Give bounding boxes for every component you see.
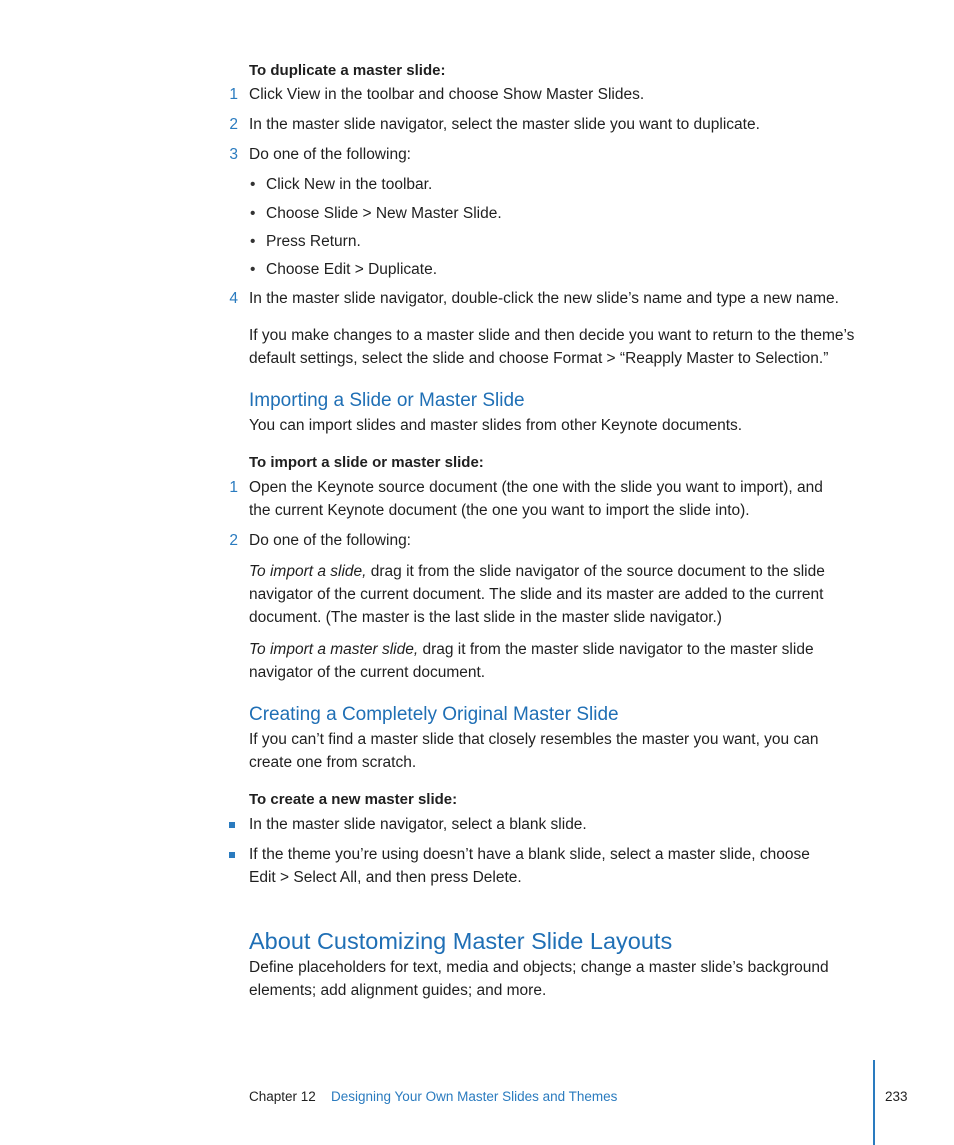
option-paragraph [249, 560, 825, 583]
option-text: document. (The master is the last slide in the master slide navigator.) [249, 609, 722, 626]
step-text: Do one of the following: [249, 146, 411, 163]
bullet-item: Click New in the toolbar. [266, 176, 433, 193]
option-text: navigator of the current document. [249, 664, 486, 681]
section-intro: Define placeholders for text, media and objects; change a master slide’s background [249, 959, 829, 976]
step-number: 4 [229, 290, 238, 307]
section-title-creating: Creating a Completely Original Master Slide [249, 704, 619, 725]
list-item: In the master slide navigator, select a blank slide. [249, 816, 587, 833]
section-intro: If you can’t find a master slide that closely resembles the master you want, you can [249, 731, 819, 748]
option-paragraph [249, 638, 814, 661]
list-item: Edit > Select All, and then press Delete. [249, 869, 522, 886]
bullet-marker: • [250, 233, 256, 250]
section-title-importing: Importing a Slide or Master Slide [249, 390, 525, 411]
note-line: If you make changes to a master slide and then decide you want to return to the theme’s [249, 327, 855, 344]
step-number: 1 [229, 86, 238, 103]
option-label: To import a slide, [249, 563, 367, 580]
footer-chapter: Chapter 12 [249, 1089, 316, 1104]
step-number: 3 [229, 146, 238, 163]
procedure-heading-duplicate: To duplicate a master slide: [249, 62, 446, 79]
bullet-marker: • [250, 176, 256, 193]
note-line: default settings, select the slide and choose Format > “Reapply Master to Selection.” [249, 350, 829, 367]
step-text: Do one of the following: [249, 532, 411, 549]
square-bullet-icon [229, 852, 235, 858]
bullet-item: Choose Edit > Duplicate. [266, 261, 438, 278]
bullet-marker: • [250, 261, 256, 278]
bullet-item: Choose Slide > New Master Slide. [266, 205, 502, 222]
step-text: the current Keynote document (the one you want to import the slide into). [249, 502, 750, 519]
bullet-marker: • [250, 205, 256, 222]
section-intro: elements; add alignment guides; and more. [249, 982, 547, 999]
square-bullet-icon [229, 822, 235, 828]
chapter-section-title: About Customizing Master Slide Layouts [249, 928, 673, 954]
step-number: 1 [229, 479, 238, 496]
step-number: 2 [229, 116, 238, 133]
step-text: In the master slide navigator, double-click the new slide’s name and type a new name. [249, 290, 839, 307]
option-text: drag it from the slide navigator of the source document to the slide [366, 563, 825, 580]
step-text: Open the Keynote source document (the one with the slide you want to import), and [249, 479, 823, 496]
procedure-heading-import: To import a slide or master slide: [249, 454, 484, 471]
footer-chapter-title[interactable]: Designing Your Own Master Slides and Themes [331, 1089, 618, 1104]
section-intro: create one from scratch. [249, 754, 417, 771]
option-text: navigator of the current document. The slide and its master are added to the current [249, 586, 824, 603]
step-text: In the master slide navigator, select the master slide you want to duplicate. [249, 116, 760, 133]
section-intro: You can import slides and master slides from other Keynote documents. [249, 417, 743, 434]
procedure-heading-create: To create a new master slide: [249, 791, 458, 808]
bullet-item: Press Return. [266, 233, 361, 250]
footer-divider [873, 1060, 875, 1145]
page-number: 233 [885, 1089, 908, 1104]
list-item: If the theme you’re using doesn’t have a blank slide, select a master slide, choose [249, 846, 810, 863]
option-label: To import a master slide, [249, 641, 419, 658]
step-text: Click View in the toolbar and choose Show Master Slides. [249, 86, 645, 103]
step-number: 2 [229, 532, 238, 549]
option-text: drag it from the master slide navigator to the master slide [418, 641, 814, 658]
